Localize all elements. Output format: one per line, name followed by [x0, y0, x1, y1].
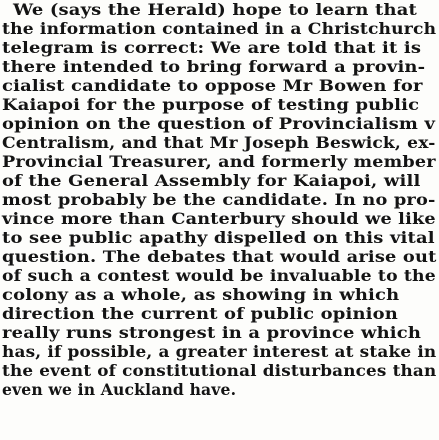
text-line-2: the information contained in a Christchurch: [2, 19, 437, 38]
text-line-1: We (says the Herald) hope to learn that: [13, 0, 417, 19]
text-line-8: Centralism, and that Mr Joseph Beswick, ex-: [2, 133, 436, 152]
text-line-3: telegram is correct: We are told that it is: [2, 38, 422, 57]
text-line-19: has, if possible, a greater interest at stake in: [2, 342, 437, 361]
text-line-16: colony as a whole, as showing in which: [2, 285, 400, 304]
text-line-5: cialist candidate to oppose Mr Bowen for: [2, 76, 423, 95]
text-line-17: direction the current of public opinion: [2, 304, 398, 323]
text-line-14: question. The debates that would arise out: [2, 247, 437, 266]
text-line-6: Kaiapoi for the purpose of testing public: [2, 95, 420, 114]
text-line-12: vince more than Canterbury should we like: [2, 209, 436, 228]
text-line-7: opinion on the question of Provincialism v: [2, 114, 436, 133]
text-line-13: to see public apathy dispelled on this vital: [2, 228, 435, 247]
text-line-18: really runs strongest in a province which: [2, 323, 422, 342]
text-line-11: most probably be the candidate. In no pro-: [2, 190, 436, 209]
text-line-15: of such a contest would be invaluable to the: [2, 266, 436, 285]
text-line-4: there intended to bring forward a provin-: [2, 57, 426, 76]
text-line-20: the event of constitutional disturbances than: [2, 361, 437, 380]
text-line-21: even we in Auckland have.: [2, 380, 237, 399]
text-line-10: of the General Assembly for Kaiapoi, will: [2, 171, 421, 190]
text-line-9: Provincial Treasurer, and formerly member: [2, 152, 436, 171]
